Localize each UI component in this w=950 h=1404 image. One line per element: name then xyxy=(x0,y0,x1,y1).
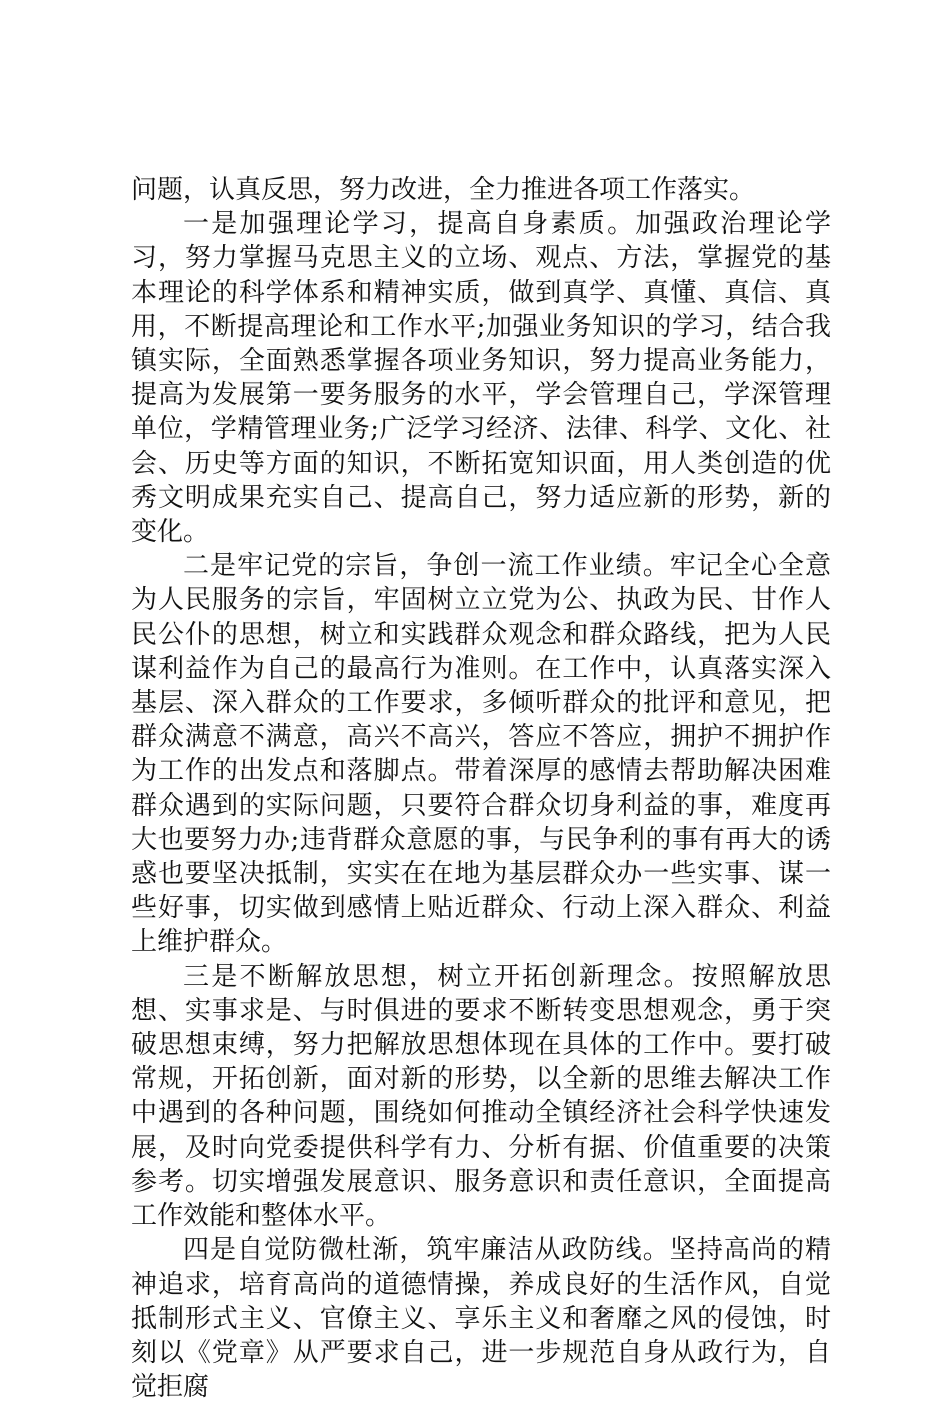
paragraph-emancipate-mind: 三是不断解放思想，树立开拓创新理念。按照解放思想、实事求是、与时俱进的要求不断转变思想观念，勇于突破思想束缚，努力把解放思想体现在具体的工作中。要打破常规，开拓创新，面对新的形势，以全新的思维去解决工作中遇到的各种问题，围绕如何推动全镇经济社会科学快速发展，及时向党委提供科学有力、分析有据、价值重要的决策参考。切实增强发展意识、服务意识和责任意识，全面提高工作效能和整体水平。 xyxy=(131,961,831,1232)
paragraph-theory-study: 一是加强理论学习，提高自身素质。加强政治理论学习，努力掌握马克思主义的立场、观点、方法，掌握党的基本理论的科学体系和精神实质，做到真学、真懂、真信、真用，不断提高理论和工作水平;加强业务知识的学习，结合我镇实际，全面熟悉掌握各项业务知识，努力提高业务能力，提高为发展第一要务服务的水平，学会管理自己，学深管理单位，学精管理业务;广泛学习经济、法律、科学、文化、社会、历史等方面的知识，不断拓宽知识面，用人类创造的优秀文明成果充实自己、提高自己，努力适应新的形势，新的变化。 xyxy=(131,209,831,548)
paragraph-party-purpose: 二是牢记党的宗旨，争创一流工作业绩。牢记全心全意为人民服务的宗旨，牢固树立立党为公、执政为民、甘作人民公仆的思想，树立和实践群众观念和群众路线，把为人民谋利益作为自己的最高行为准则。在工作中，认真落实深入基层、深入群众的工作要求，多倾听群众的批评和意见，把群众满意不满意，高兴不高兴，答应不答应，拥护不拥护作为工作的出发点和落脚点。带着深厚的感情去帮助解决困难群众遇到的实际问题，只要符合群众切身利益的事，难度再大也要努力办;违背群众意愿的事，与民争利的事有再大的诱惑也要坚决抵制，实实在在地为基层群众办一些实事、谋一些好事，切实做到感情上贴近群众、行动上深入群众、利益上维护群众。 xyxy=(131,551,831,958)
paragraph-continuation: 问题，认真反思，努力改进，全力推进各项工作落实。 xyxy=(131,175,756,205)
document-body xyxy=(131,173,831,1404)
paragraph-integrity: 四是自觉防微杜渐，筑牢廉洁从政防线。坚持高尚的精神追求，培育高尚的道德情操，养成良好的生活作风，自觉抵制形式主义、官僚主义、享乐主义和奢靡之风的侵蚀，时刻以《党章》从严要求自己，进一步规范自身从政行为，自觉拒腐 xyxy=(131,1235,831,1403)
